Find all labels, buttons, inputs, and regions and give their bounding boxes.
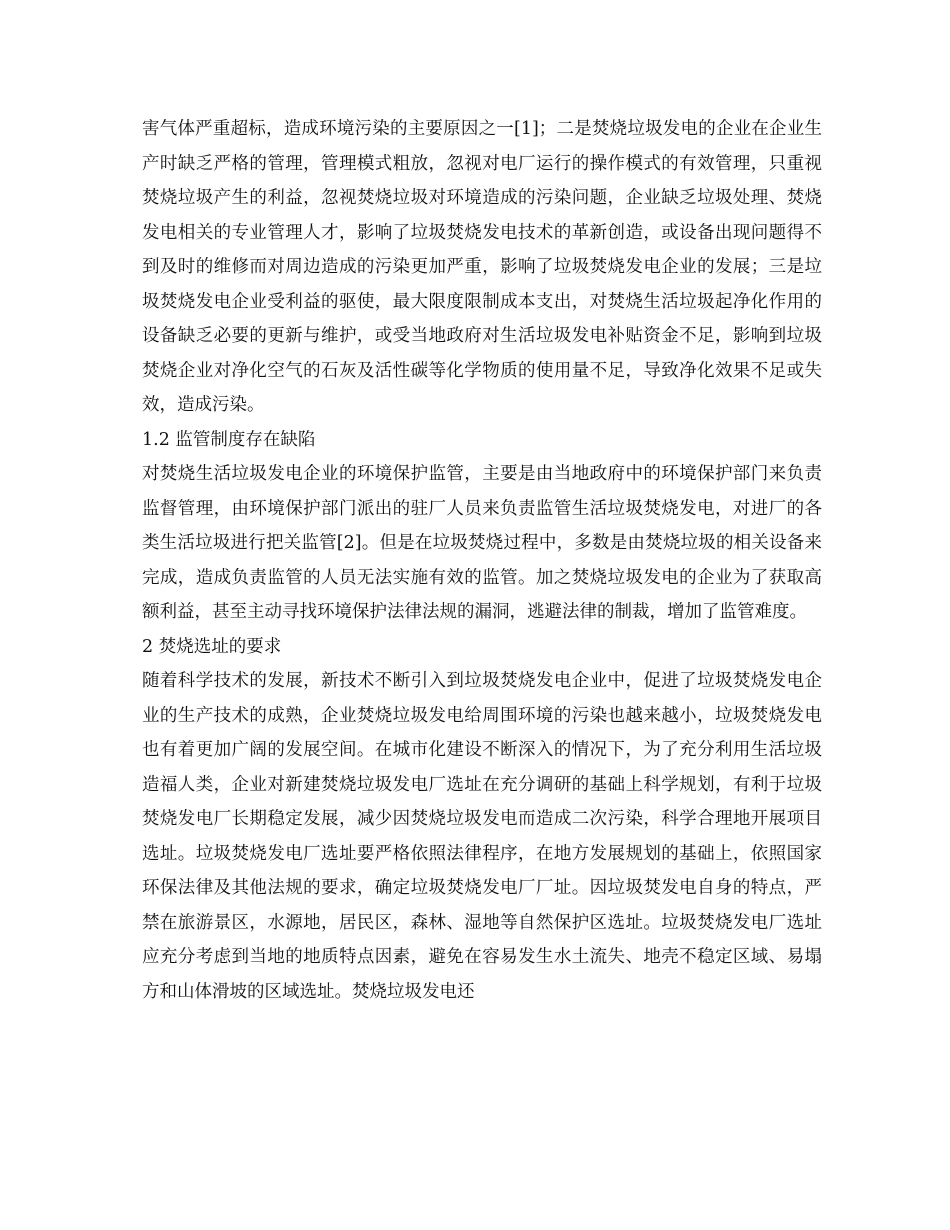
document-body xyxy=(142,112,822,1009)
section-heading-supervision: 1.2 监管制度存在缺陷 xyxy=(142,429,316,450)
paragraph-pollution-causes: 害气体严重超标，造成环境污染的主要原因之一[1]；二是焚烧垃圾发电的企业在企业生产时缺乏严格的管理，管理模式粗放，忽视对电厂运行的操作模式的有效管理，只重视焚烧垃圾产生的利益，忽视焚烧垃圾对环境造成的污染问题，企业缺乏垃圾处理、焚烧发电相关的专业管理人才，影响了垃圾焚烧发电技术的革新创造，或设备出现问题得不到及时的维修而对周边造成的污染更加严重，影响了垃圾焚烧发电企业的发展；三是垃圾焚烧发电企业受利益的驱使，最大限度限制成本支出，对焚烧生活垃圾起净化作用的设备缺乏必要的更新与维护，或受当地政府对生活垃圾发电补贴资金不足，影响到垃圾焚烧企业对净化空气的石灰及活性碳等化学物质的使用量不足，导致净化效果不足或失效，造成污染。 xyxy=(142,119,822,415)
paragraph-supervision: 对焚烧生活垃圾发电企业的环境保护监管，主要是由当地政府中的环境保护部门来负责监督管理，由环境保护部门派出的驻厂人员来负责监管生活垃圾焚烧发电，对进厂的各类生活垃圾进行把关监管[2]。但是在垃圾焚烧过程中，多数是由焚烧垃圾的相关设备来完成，造成负责监管的人员无法实施有效的监管。加之焚烧垃圾发电的企业为了获取高额利益，甚至主动寻找环境保护法律法规的漏洞，逃避法律的制裁，增加了监管难度。 xyxy=(142,464,822,622)
paragraph-site-selection: 随着科学技术的发展，新技术不断引入到垃圾焚烧发电企业中，促进了垃圾焚烧发电企业的生产技术的成熟，企业焚烧垃圾发电给周围环境的污染也越来越小，垃圾焚烧发电也有着更加广阔的发展空间。在城市化建设不断深入的情况下，为了充分利用生活垃圾造福人类，企业对新建焚烧垃圾发电厂选址在充分调研的基础上科学规划，有利于垃圾焚烧发电厂长期稳定发展，减少因焚烧垃圾发电而造成二次污染，科学合理地开展项目选址。垃圾焚烧发电厂选址要严格依照法律程序，在地方发展规划的基础上，依照国家环保法律及其他法规的要求，确定垃圾焚烧发电厂厂址。因垃圾焚发电自身的特点，严禁在旅游景区，水源地，居民区，森林、湿地等自然保护区选址。垃圾焚烧发电厂选址应充分考虑到当地的地质特点因素，避免在容易发生水土流失、地壳不稳定区域、易塌方和山体滑坡的区域选址。焚烧垃圾发电还 xyxy=(142,671,822,1002)
section-heading-site-selection: 2 焚烧选址的要求 xyxy=(142,636,282,657)
